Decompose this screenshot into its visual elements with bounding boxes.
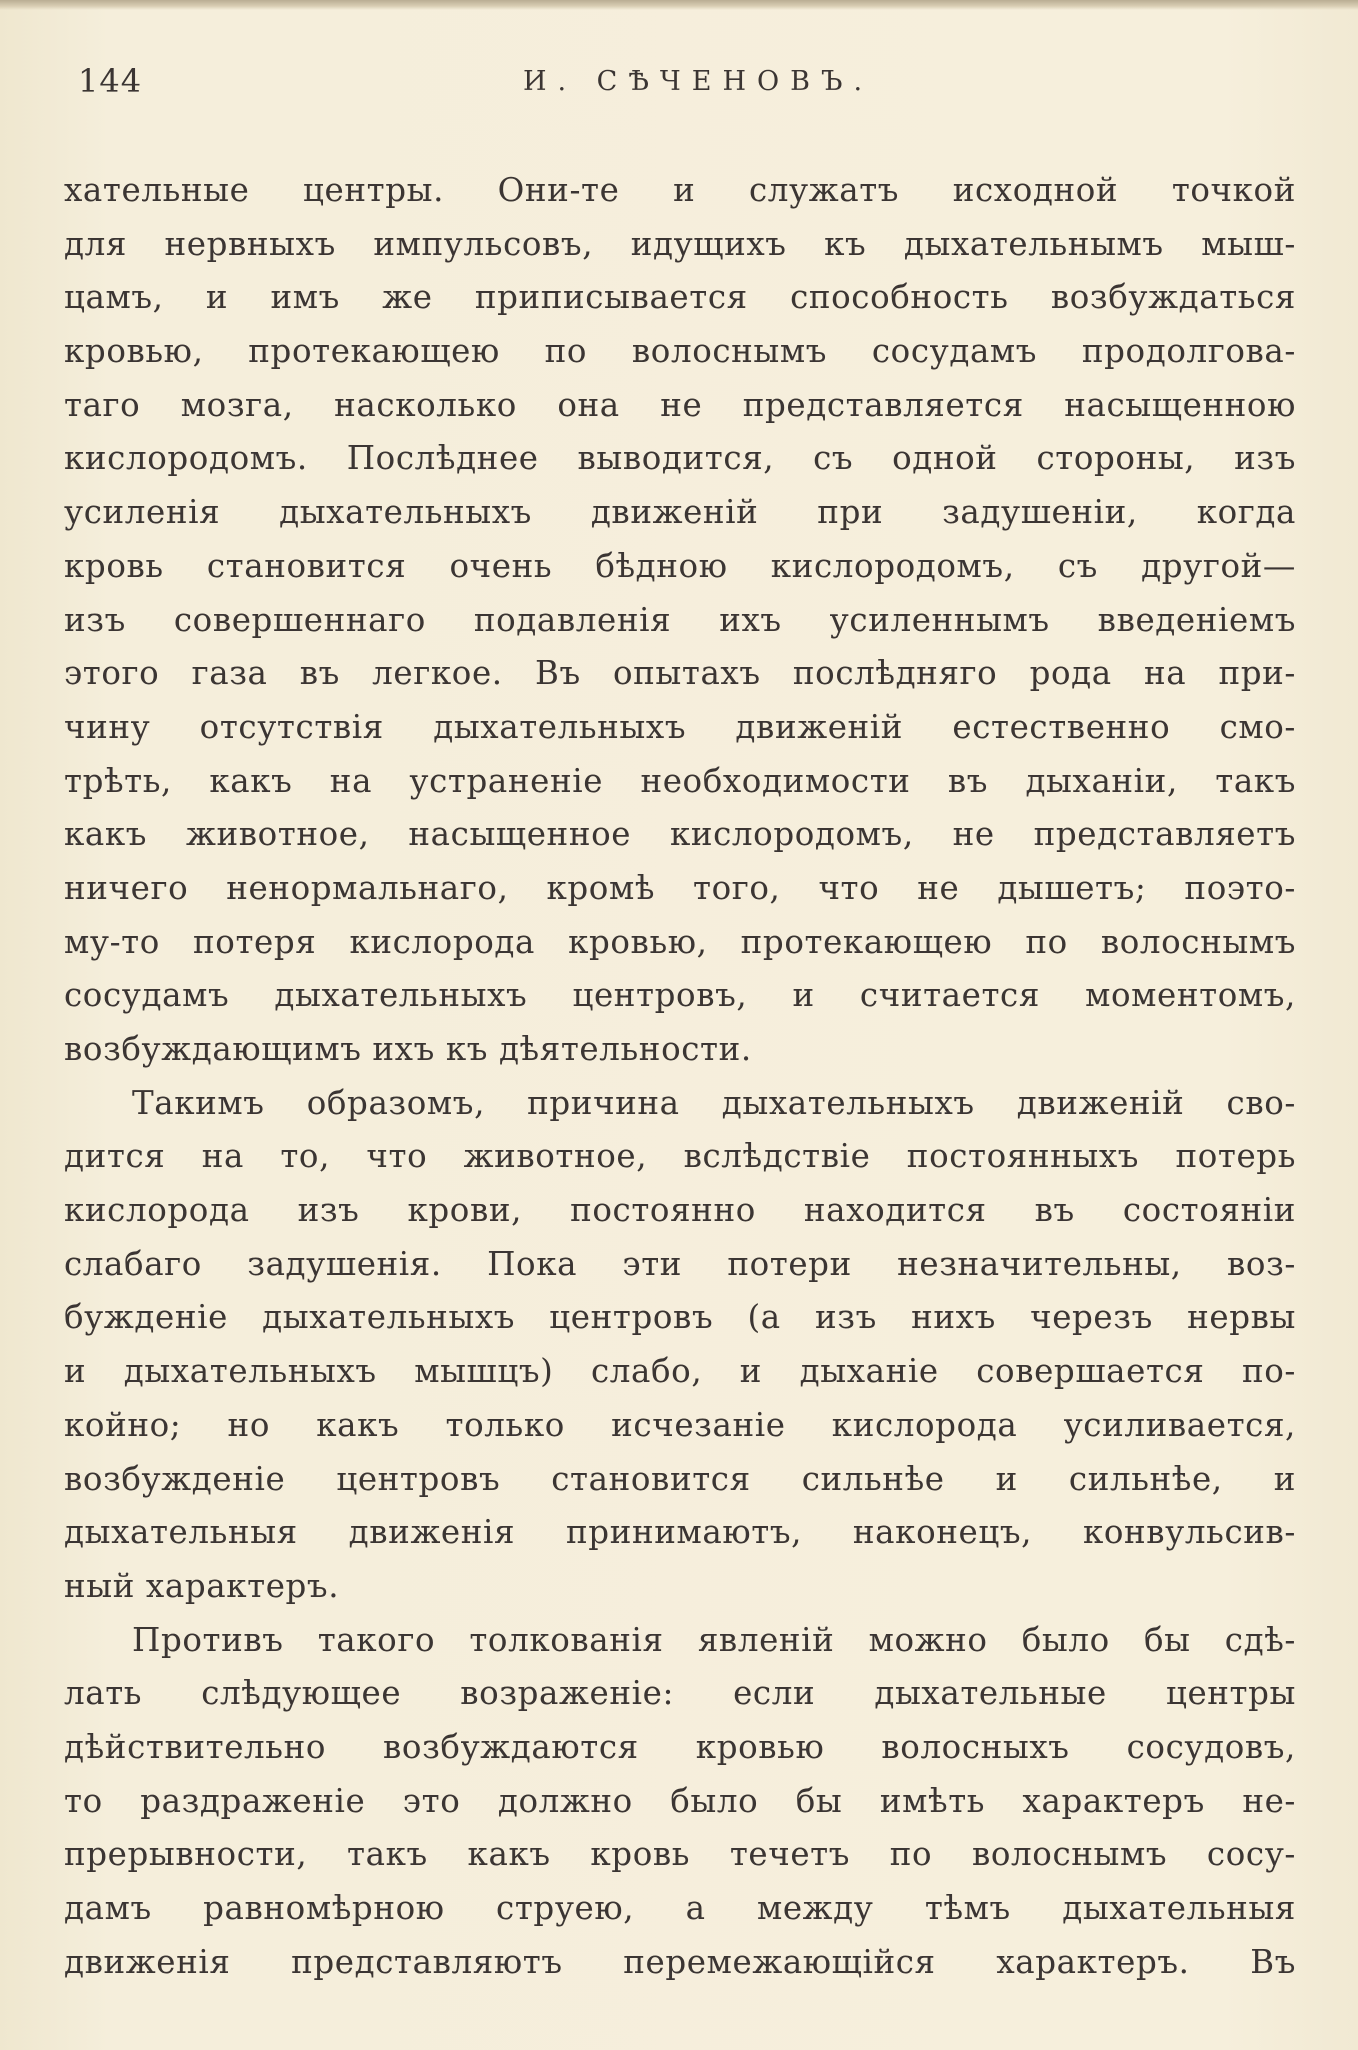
text-line: кислорода изъ крови, постоянно находится въ состояніи [64, 1191, 1296, 1230]
text-line: изъ совершеннаго подавленія ихъ усиленнымъ введеніемъ [64, 600, 1296, 639]
text-line: койно; но какъ только исчезаніе кислорода усиливается, [64, 1405, 1296, 1444]
text-line: то раздраженіе это должно было бы имѣть характеръ не- [64, 1781, 1296, 1820]
text-line: движенія представляютъ перемежающійся характеръ. Въ [64, 1942, 1296, 1981]
text-line: для нервныхъ импульсовъ, идущихъ къ дыхательнымъ мыш- [64, 224, 1296, 263]
text-body [64, 164, 1296, 1989]
text-line: дѣйствительно возбуждаются кровью волосныхъ сосудовъ, [64, 1727, 1296, 1766]
text-line: кислородомъ. Послѣднее выводится, съ одной стороны, изъ [64, 439, 1296, 478]
text-line: прерывности, такъ какъ кровь течетъ по волоснымъ сосу- [64, 1835, 1296, 1874]
page-header [78, 62, 1288, 112]
text-line: ный характеръ. [64, 1566, 340, 1605]
text-line: цамъ, и имъ же приписывается способность возбуждаться [64, 278, 1296, 317]
text-line: возбуждающимъ ихъ къ дѣятельности. [64, 1030, 752, 1068]
text-line: кровью, протекающею по волоснымъ сосудамъ продолгова- [64, 332, 1296, 371]
text-line: Такимъ образомъ, причина дыхательныхъ движеній сво- [132, 1083, 1296, 1122]
text-line: дамъ равномѣрною струею, а между тѣмъ дыхательныя [64, 1889, 1296, 1927]
text-line: и дыхательныхъ мышцъ) слабо, и дыханіе совершается по- [64, 1352, 1296, 1391]
text-line: бужденіе дыхательныхъ центровъ (а изъ нихъ черезъ нервы [64, 1298, 1296, 1337]
page-number: 144 [78, 62, 143, 100]
text-line: сосудамъ дыхательныхъ центровъ, и считается моментомъ, [64, 976, 1296, 1015]
text-line: ничего ненормальнаго, кромѣ того, что не дышетъ; поэто- [64, 868, 1296, 907]
text-line: слабаго задушенія. Пока эти потери незначительны, воз- [64, 1244, 1296, 1283]
page-top-edge [0, 0, 1358, 10]
text-line: Противъ такого толкованія явленій можно было бы сдѣ- [132, 1620, 1296, 1659]
text-line: лать слѣдующее возраженіе: если дыхательные центры [64, 1674, 1296, 1713]
paragraph-2 [64, 1077, 1296, 1614]
text-line: трѣть, какъ на устраненіе необходимости въ дыханіи, такъ [64, 761, 1296, 800]
text-line: кровь становится очень бѣдною кислородомъ, съ другой— [64, 546, 1296, 585]
text-line: хательные центры. Они-те и служатъ исходной точкой [64, 171, 1296, 209]
text-line: таго мозга, насколько она не представляется насыщенною [64, 385, 1296, 424]
text-line: му-то потеря кислорода кровью, протекающею по волоснымъ [64, 922, 1296, 961]
text-line: этого газа въ легкое. Въ опытахъ послѣдняго рода на при- [64, 654, 1296, 693]
text-line: дыхательныя движенія принимаютъ, наконецъ, конвульсив- [64, 1513, 1296, 1552]
paragraph-3 [64, 1614, 1296, 1990]
text-line: чину отсутствія дыхательныхъ движеній естественно смо- [64, 707, 1296, 746]
paragraph-1 [64, 164, 1296, 1077]
running-title: И. СѢЧЕНОВЪ. [522, 66, 874, 97]
text-line: усиленія дыхательныхъ движеній при задушеніи, когда [64, 493, 1296, 532]
text-line: какъ животное, насыщенное кислородомъ, не представляетъ [64, 815, 1296, 854]
text-line: дится на то, что животное, вслѣдствіе постоянныхъ потерь [64, 1137, 1296, 1176]
text-line: возбужденіе центровъ становится сильнѣе и сильнѣе, и [64, 1459, 1296, 1498]
